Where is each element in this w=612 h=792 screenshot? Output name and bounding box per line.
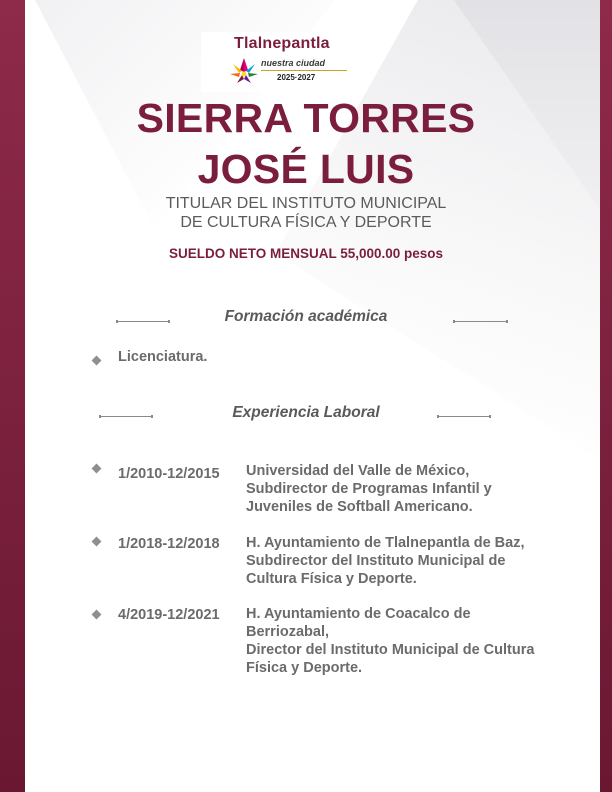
municipal-logo: [201, 32, 351, 92]
education-item: Licenciatura.: [118, 349, 208, 365]
section-divider: [453, 321, 508, 322]
name-line-1: SIERRA TORRES: [136, 95, 476, 141]
section-title-experience: Experiencia Laboral: [232, 404, 380, 421]
experience-line: H. Ayuntamiento de Tlalnepantla de Baz,: [246, 535, 525, 551]
experience-line: Física y Deporte.: [246, 660, 363, 676]
logo-years: 2025·2027: [277, 73, 316, 82]
experience-dates: 1/2018-12/2018: [118, 536, 220, 552]
logo-name: Tlalnepantla: [234, 35, 330, 52]
experience-line: Universidad del Valle de México,: [246, 463, 470, 479]
experience-description: [246, 605, 534, 677]
experience-line: Subdirector de Programas Infantil y: [246, 481, 492, 497]
name-line-2: JOSÉ LUIS: [197, 146, 415, 192]
experience-line: Juveniles de Softball Americano.: [246, 499, 473, 515]
experience-dates: 1/2010-12/2015: [118, 466, 220, 482]
experience-description: [246, 462, 492, 516]
salary-text: SUELDO NETO MENSUAL 55,000.00 pesos: [168, 246, 444, 261]
section-title-education: Formación académica: [224, 308, 388, 325]
role-line-2: DE CULTURA FÍSICA Y DEPORTE: [180, 214, 432, 231]
role-line-1: TITULAR DEL INSTITUTO MUNICIPAL: [165, 195, 447, 212]
logo-tagline: nuestra ciudad: [261, 58, 326, 68]
experience-dates: 4/2019-12/2021: [118, 607, 220, 623]
logo-divider: [261, 70, 347, 71]
section-divider: [437, 416, 491, 417]
flower-logo-icon: [227, 54, 261, 90]
experience-line: Director del Instituto Municipal de Cultura: [246, 642, 535, 658]
experience-line: Cultura Física y Deporte.: [246, 571, 417, 587]
experience-line: H. Ayuntamiento de Coacalco de: [246, 606, 471, 622]
experience-line: Subdirector del Instituto Municipal de: [246, 553, 506, 569]
experience-line: Berriozabal,: [246, 624, 329, 640]
experience-description: [246, 534, 525, 588]
